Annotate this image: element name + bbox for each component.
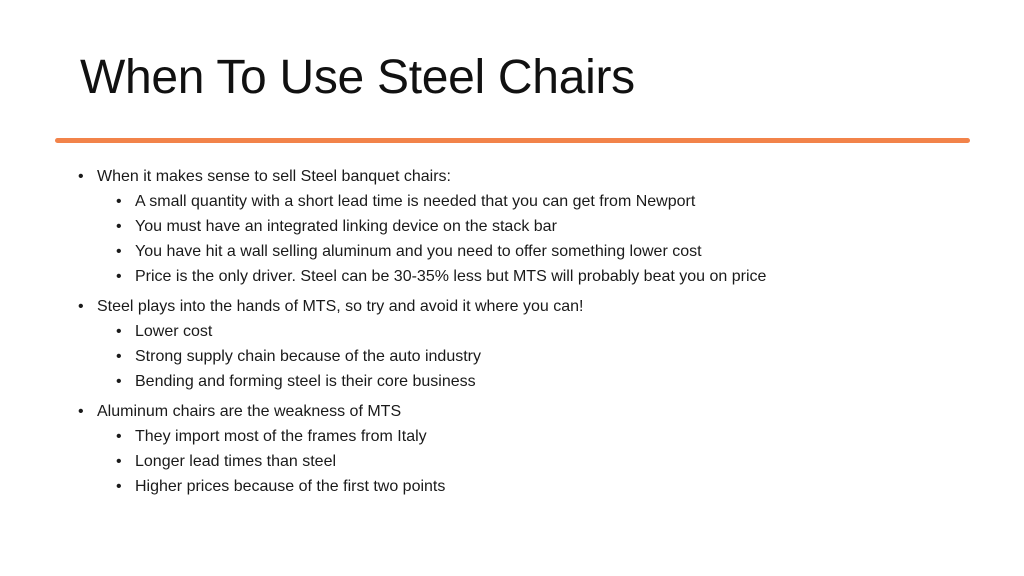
slide-title: When To Use Steel Chairs <box>80 51 635 104</box>
sub-bullet: • A small quantity with a short lead time is needed that you can get from Newport <box>116 189 978 214</box>
sub-bullet-list <box>116 424 978 499</box>
bullet-section-2 <box>78 294 978 394</box>
title-divider <box>55 138 970 143</box>
sub-bullet: • Lower cost <box>116 319 978 344</box>
sub-bullet: • You have hit a wall selling aluminum and you need to offer something lower cost <box>116 239 978 264</box>
sub-bullet-list <box>116 189 978 289</box>
sub-bullet: • They import most of the frames from Italy <box>116 424 978 449</box>
sub-bullet: • You must have an integrated linking device on the stack bar <box>116 214 978 239</box>
bullet-list <box>78 164 978 499</box>
sub-bullet: • Strong supply chain because of the auto industry <box>116 344 978 369</box>
sub-bullet: • Longer lead times than steel <box>116 449 978 474</box>
sub-bullet-list <box>116 319 978 394</box>
bullet-section-1 <box>78 164 978 289</box>
sub-bullet: • Higher prices because of the first two points <box>116 474 978 499</box>
sub-bullet: • Price is the only driver. Steel can be 30-35% less but MTS will probably beat you on price <box>116 264 978 289</box>
sub-bullet: • Bending and forming steel is their core business <box>116 369 978 394</box>
bullet-text: When it makes sense to sell Steel banquet chairs: <box>97 168 451 185</box>
bullet-text: Steel plays into the hands of MTS, so try and avoid it where you can! <box>97 298 584 315</box>
slide-body <box>78 164 978 504</box>
bullet-section-3 <box>78 399 978 499</box>
bullet-text: Aluminum chairs are the weakness of MTS <box>97 403 402 420</box>
